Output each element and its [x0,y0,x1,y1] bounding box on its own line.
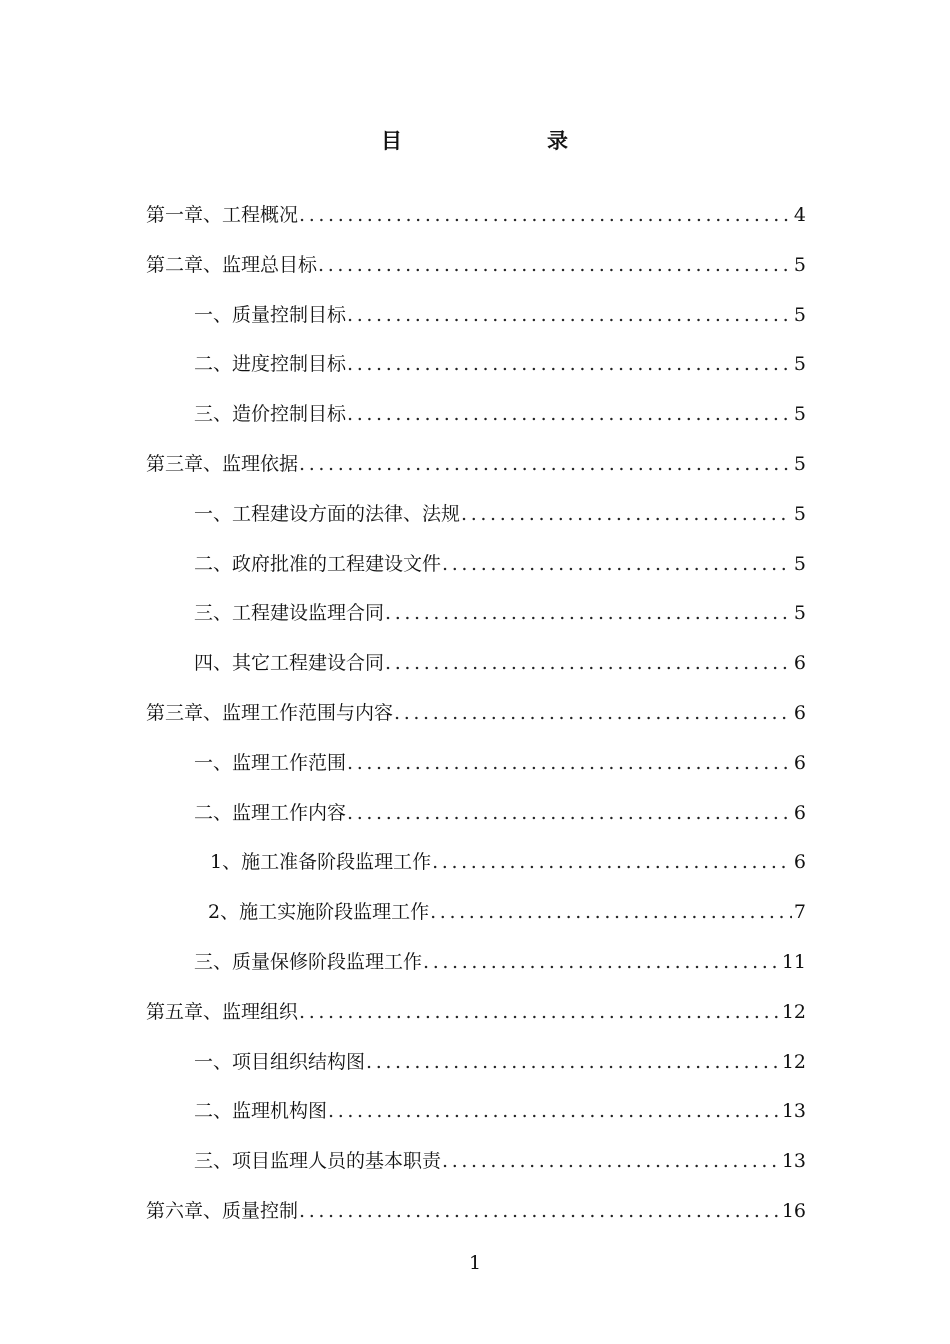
toc-dot-leader [318,241,792,291]
toc-entry-text: 第六章、质量控制 [146,1199,299,1222]
toc-entry-text: 三、工程建设监理合同 [194,602,385,625]
toc-entry-page: 13 [781,1100,806,1123]
toc-entry-page: 12 [781,1050,806,1073]
toc-entry-page: 5 [793,403,806,426]
toc-dot-leader [385,639,792,689]
toc-entry[interactable] [146,689,806,739]
toc-entry-page: 12 [781,1000,806,1023]
toc-entry-text: 一、监理工作范围 [194,751,347,774]
toc-entry-text: 1、施工准备阶段监理工作 [210,851,432,874]
toc-entry[interactable] [146,291,806,341]
toc-entry-page: 11 [781,950,806,973]
toc-entry-text: 四、其它工程建设合同 [194,652,385,675]
toc-entry-text: 三、质量保修阶段监理工作 [194,950,423,973]
toc-entry-page: 13 [781,1150,806,1173]
toc-entry-page: 5 [793,452,806,475]
toc-dot-leader [430,888,792,938]
toc-entry-text: 第二章、监理总目标 [146,253,318,276]
toc-entry-text: 三、项目监理人员的基本职责 [194,1150,442,1173]
toc-entry-text: 第三章、监理依据 [146,452,299,475]
toc-title-char-1: 目 [381,128,402,153]
toc-entry[interactable] [146,789,806,839]
toc-entry-page: 6 [793,851,806,874]
toc-dot-leader [347,291,792,341]
toc-entry[interactable] [146,490,806,540]
toc-entry-text: 一、项目组织结构图 [194,1050,366,1073]
toc-entry[interactable] [146,938,806,988]
toc-entry-page: 5 [793,303,806,326]
toc-entry-page: 7 [793,901,806,924]
toc-entry[interactable] [146,639,806,689]
toc-entry[interactable] [146,1038,806,1088]
toc-entry-page: 5 [793,253,806,276]
toc-entry-page: 6 [793,701,806,724]
toc-dot-leader [394,689,792,739]
toc-dot-leader [299,440,792,490]
toc-entry[interactable] [146,589,806,639]
toc-entry-text: 2、施工实施阶段监理工作 [208,901,430,924]
toc-dot-leader [385,589,792,639]
toc-entry-text: 第一章、工程概况 [146,204,299,226]
toc-entry[interactable] [146,988,806,1038]
toc-entry-page: 5 [793,602,806,625]
page-number: 1 [468,1252,482,1274]
toc-entry-page: 4 [793,204,806,226]
toc-dot-leader [432,838,792,888]
toc-dot-leader [328,1087,780,1137]
toc-title [0,126,950,156]
toc-entry[interactable] [146,1137,806,1187]
toc-entry[interactable] [146,390,806,440]
toc-entry-text: 二、政府批准的工程建设文件 [194,552,442,575]
toc-entry[interactable] [146,1087,806,1137]
toc-entry-page: 6 [793,652,806,675]
toc-title-char-2: 录 [547,128,568,153]
toc-dot-leader [299,988,780,1038]
toc-dot-leader [442,540,792,590]
toc-entry-text: 二、进度控制目标 [194,353,347,376]
toc-entry[interactable] [146,1187,806,1237]
toc-dot-leader [299,191,792,241]
toc-entry-page: 6 [793,801,806,824]
toc-entry-text: 一、工程建设方面的法律、法规 [194,502,461,525]
toc-entry[interactable] [146,440,806,490]
toc-entry[interactable] [146,241,806,291]
toc-entry-page: 5 [793,353,806,376]
toc-dot-leader [442,1137,780,1187]
toc-dot-leader [461,490,792,540]
toc-entry-page: 5 [793,552,806,575]
toc-entry-text: 第三章、监理工作范围与内容 [146,701,394,724]
toc-entry-page: 5 [793,502,806,525]
toc-entry[interactable] [146,888,806,938]
toc-dot-leader [423,938,780,988]
toc-entry-text: 第五章、监理组织 [146,1000,299,1023]
toc-dot-leader [347,789,792,839]
toc-dot-leader [347,390,792,440]
toc-dot-leader [347,739,792,789]
toc-entry-page: 6 [793,751,806,774]
toc-dot-leader [366,1038,780,1088]
toc-dot-leader [347,340,792,390]
toc-dot-leader [299,1187,780,1237]
toc-entry-text: 三、造价控制目标 [194,403,347,426]
toc-entry-text: 二、监理机构图 [194,1100,328,1123]
toc-entry-text: 二、监理工作内容 [194,801,347,824]
toc-entry[interactable] [146,540,806,590]
toc-entry[interactable] [146,340,806,390]
toc-entry-text: 一、质量控制目标 [194,303,347,326]
toc-entry-page: 16 [781,1199,806,1222]
toc-entry[interactable] [146,739,806,789]
toc-entry[interactable] [146,838,806,888]
toc-entry[interactable] [146,191,806,241]
toc-list [146,191,806,1237]
